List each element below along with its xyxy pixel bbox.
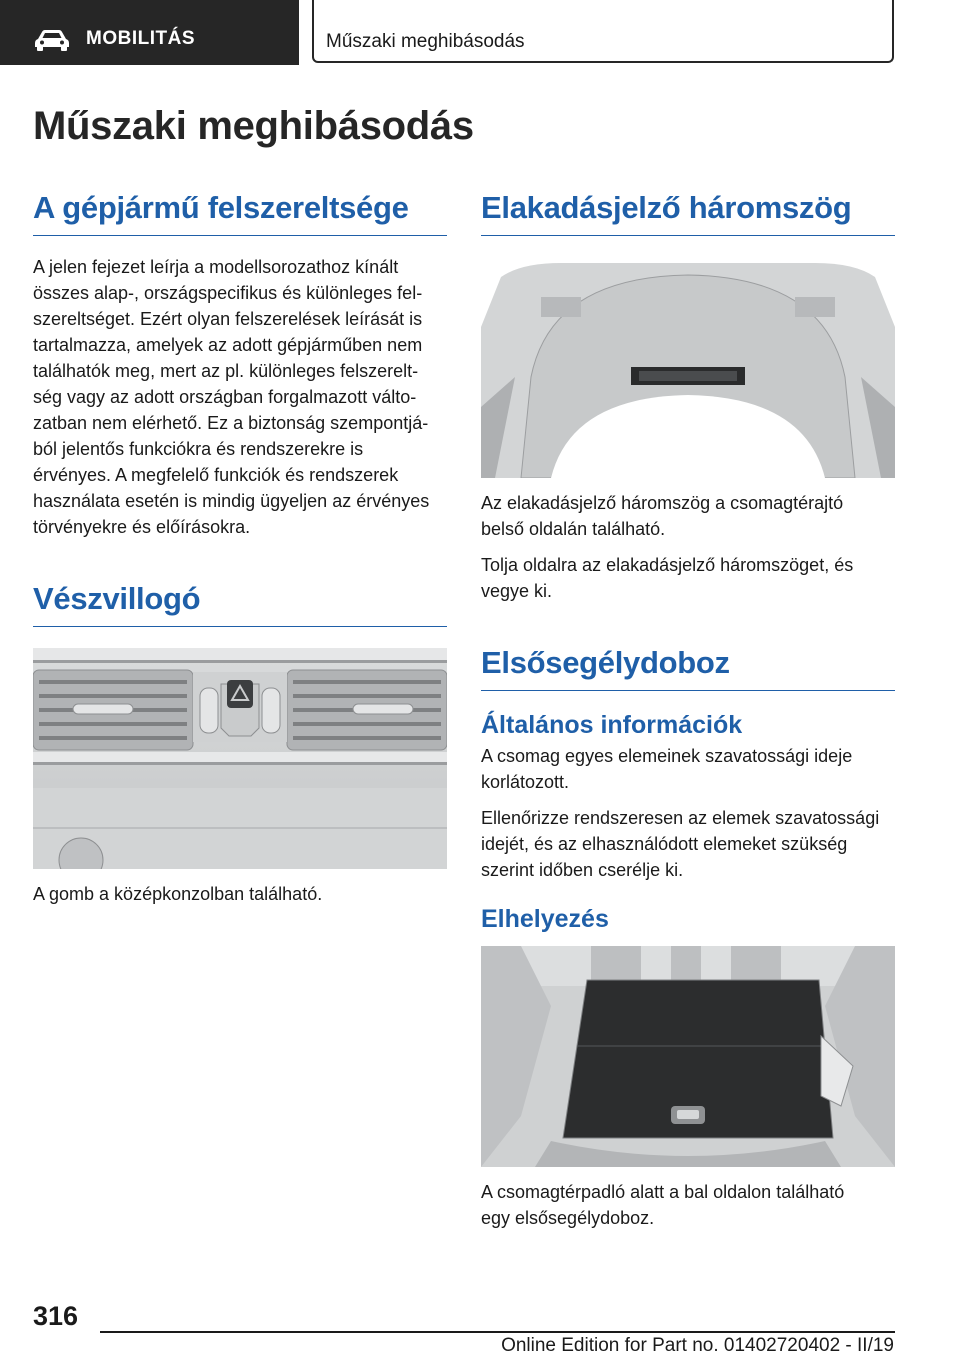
edition-note: Online Edition for Part no. 01402720402 - II/19 (501, 1335, 894, 1356)
text-line: A jelen fejezet leírja a modellsorozathoz kínált (33, 257, 399, 277)
caption-line: egy elsősegélydoboz. (481, 1208, 655, 1228)
equipment-text (33, 254, 447, 540)
page-title: Műszaki meghibásodás (33, 104, 474, 148)
section-label: MOBILITÁS (86, 28, 195, 49)
caption-line: Az elakadásjelző háromszög a csomagtérajtó (481, 493, 844, 513)
hazard-caption: A gomb a középkonzolban található. (33, 884, 323, 904)
footer-divider (100, 1331, 895, 1333)
text-line: találhatók meg, mert az pl. különleges felszerelt- (33, 361, 419, 381)
text-line: törvényekre és előírásokra. (33, 517, 251, 537)
general-info-heading: Általános információk (481, 711, 743, 739)
text-line: korlátozott. (481, 772, 570, 792)
text-line: zatban nem elérhető. Ez a biztonság szempontjá- (33, 413, 429, 433)
text-line: összes alap-, országspecifikus és különleges fel- (33, 283, 423, 303)
warning-triangle-image (481, 257, 895, 478)
text-line: A csomag egyes elemeinek szavatossági ideje (481, 746, 853, 766)
car-icon (34, 29, 70, 51)
text-line: vegye ki. (481, 581, 553, 601)
hazard-switch-image (33, 648, 447, 869)
text-line: szerint időben cserélje ki. (481, 860, 684, 880)
page-number: 316 (33, 1301, 79, 1331)
text-line: érvényes. A megfelelő funkciók és rendszerek (33, 465, 399, 485)
right-column (481, 190, 895, 1231)
text-line: Tolja oldalra az elakadásjelző háromszöget, és (481, 555, 854, 575)
section-tab (0, 0, 299, 65)
caption-line: belső oldalán található. (481, 519, 666, 539)
triangle-caption (481, 490, 895, 542)
text-line: Ellenőrizze rendszeresen az elemek szavatossági (481, 808, 880, 828)
general-info-text-1 (481, 743, 895, 795)
text-line: ból jelentős funkciókra és rendszerekre is (33, 439, 364, 459)
triangle-text (481, 552, 895, 604)
text-line: használata esetén is mindig ügyeljen az érvényes (33, 491, 430, 511)
triangle-heading: Elakadásjelző háromszög (481, 190, 895, 236)
text-line: szereltséget. Ezért olyan felszerelések leírását is (33, 309, 423, 329)
general-info-text-2 (481, 805, 895, 883)
running-header-title: Műszaki meghibásodás (326, 31, 525, 52)
first-aid-heading: Elsősegélydoboz (481, 645, 895, 691)
text-line: tartalmazza, amelyek az adott gépjárműben nem (33, 335, 423, 355)
text-line: idejét, és az elhasználódott elemeket szükség (481, 834, 848, 854)
equipment-heading: A gépjármű felszereltsége (33, 190, 447, 236)
location-caption (481, 1179, 895, 1231)
first-aid-kit-location-image (481, 946, 895, 1167)
text-line: ség vagy az adott országban forgalmazott válto- (33, 387, 417, 407)
hazard-heading: Vészvillogó (33, 581, 447, 627)
left-column (33, 190, 447, 907)
caption-line: A csomagtérpadló alatt a bal oldalon található (481, 1182, 845, 1202)
location-heading: Elhelyezés (481, 905, 609, 933)
running-header (312, 0, 894, 63)
